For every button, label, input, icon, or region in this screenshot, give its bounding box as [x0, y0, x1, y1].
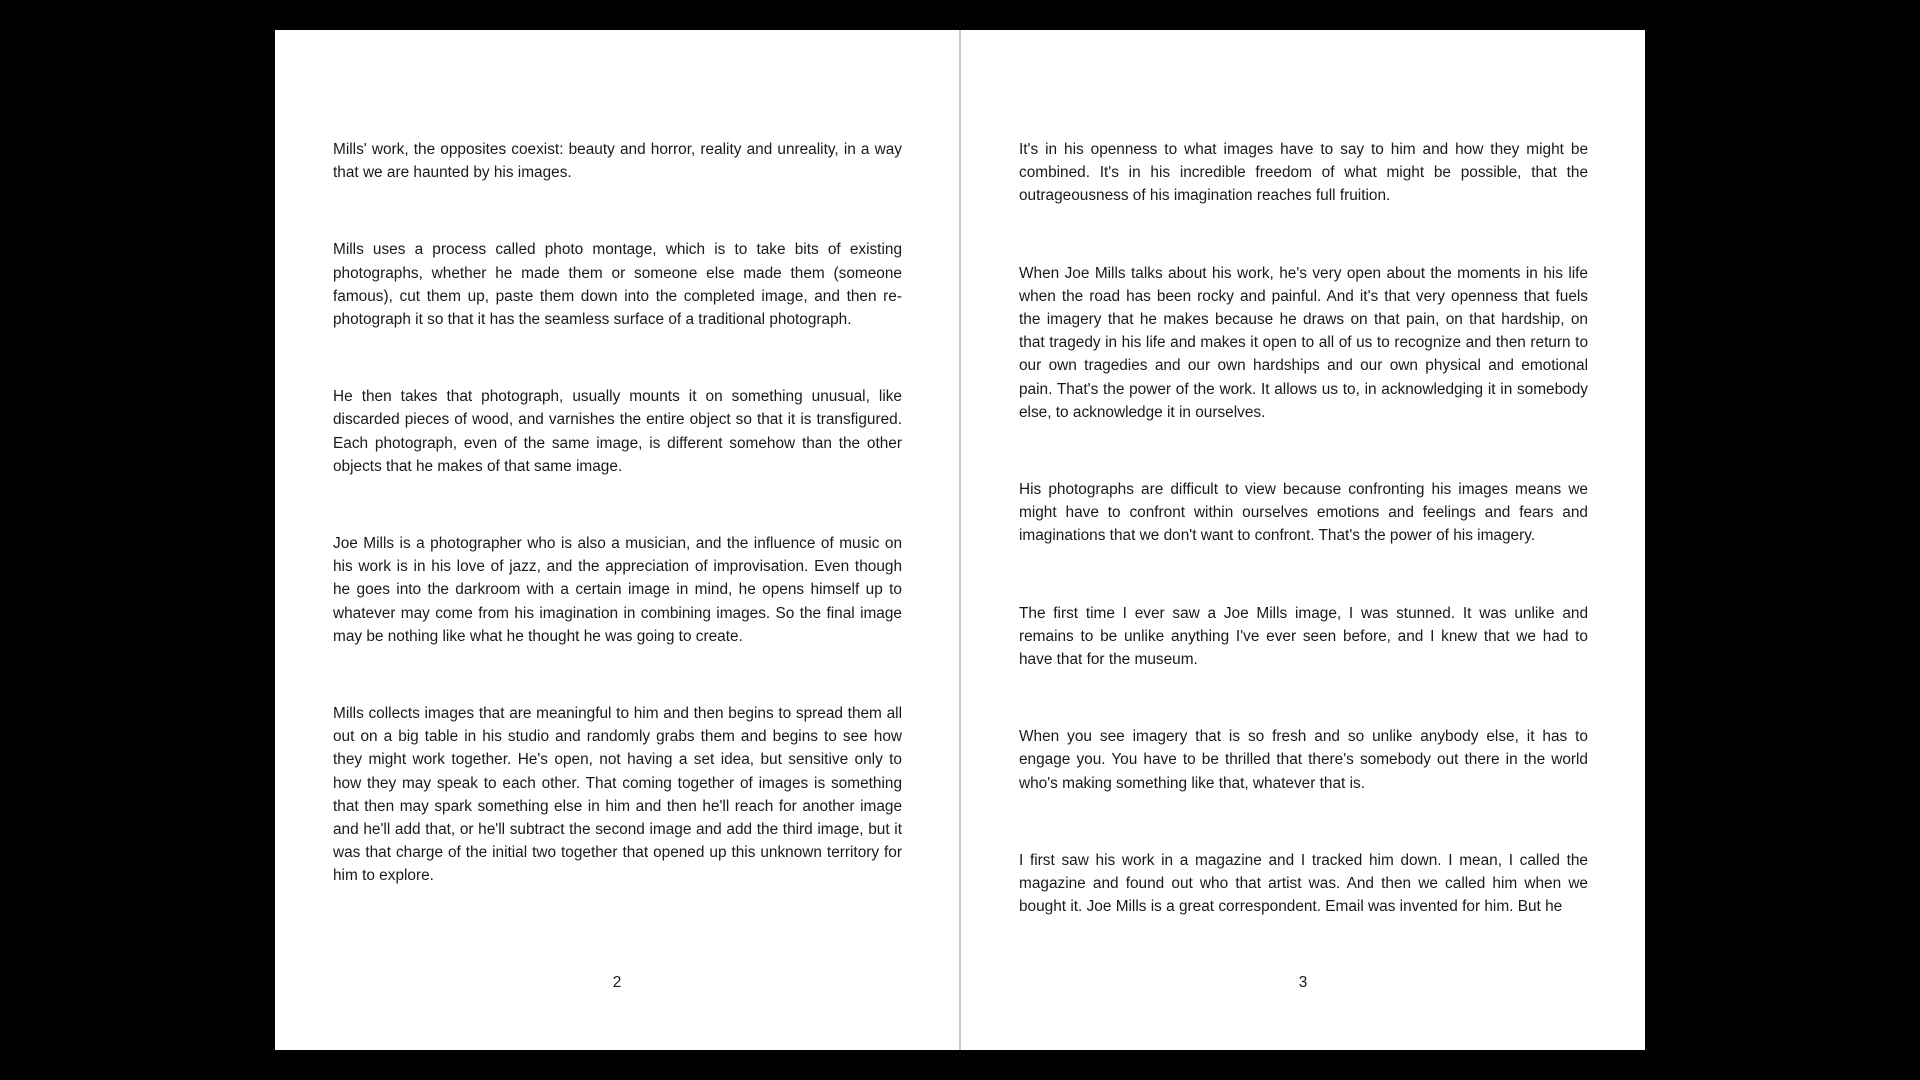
page-number-left: 2 — [612, 974, 622, 991]
page-number-right: 3 — [1298, 974, 1308, 991]
paragraph: His photographs are difficult to view because confronting his images means we might have to confront within ourselves emotions and feelings and fears and imaginations that we don't want to confront. That's the power of his imagery. — [1019, 481, 1588, 545]
paragraph: The first time I ever saw a Joe Mills image, I was stunned. It was unlike and remains to be unlike anything I've ever seen before, and I knew that we had to have that for the museum. — [1019, 604, 1588, 669]
page-spread — [275, 30, 1645, 1050]
paragraph: Mills uses a process called photo montage, which is to take bits of existing photographs, whether he made them or someone else made them (someone famous), cut them up, paste them down into the completed image, and then re-photograph it so that it has the seamless surface of a traditional photograph. — [333, 241, 902, 329]
paragraph: It's in his openness to what images have to say to him and how they might be combined. It's in his incredible freedom of what might be possible, that the outrageousness of his imagination reaches full fruition. — [1019, 141, 1588, 205]
paragraph: Mills' work, the opposites coexist: beauty and horror, reality and unreality, in a way that we are haunted by his images. — [333, 141, 902, 182]
page-body-left — [333, 138, 902, 942]
page-left — [275, 30, 959, 1050]
paragraph: I first saw his work in a magazine and I tracked him down. I mean, I called the magazine and found out who that artist was. And then we called him when we bought it. Joe Mills is a great correspondent. Email was invented for him. But he — [1019, 851, 1588, 916]
page-body-right — [1019, 138, 1588, 972]
paragraph: He then takes that photograph, usually mounts it on something unusual, like discarded pieces of wood, and varnishes the entire object so that it is transfigured. Each photograph, even of the same image, is different somehow than the other objects that he makes of that same image. — [333, 388, 902, 475]
paragraph: When you see imagery that is so fresh and so unlike anybody else, it has to engage you. You have to be thrilled that there's somebody out there in the world who's making something like that, whatever that is. — [1019, 728, 1588, 792]
paragraph: Joe Mills is a photographer who is also a musician, and the influence of music on his work is in his love of jazz, and the appreciation of improvisation. Even though he goes into the darkroom with a certain image in mind, he opens himself up to whatever may come from his imagination in combining images. So the final image may be nothing like what he thought he was going to create. — [333, 535, 902, 645]
paragraph: Mills collects images that are meaningful to him and then begins to spread them all out on a big table in his studio and randomly grabs them and begins to see how they might work together. He's open, not having a set idea, but sensitive only to how they may speak to each other. That coming together of images is something that then may spark something else in him and then he'll reach for another image and he'll add that, or he'll subtract the second image and add the third image, but it was that charge of the initial two together that opened up this unknown territory for him to explore. — [333, 705, 902, 885]
page-right — [961, 30, 1645, 1050]
paragraph: When Joe Mills talks about his work, he's very open about the moments in his life when the road has been rocky and painful. And it's that very openness that fuels the imagery that he makes because he draws on that pain, on that hardship, on that tragedy in his life and makes it open to all of us to recognize and then return to our own tragedies and our own hardships and our own physical and emotional pain. That's the power of the work. It allows us to, in acknowledging it in somebody else, to acknowledge it in ourselves. — [1019, 264, 1588, 421]
